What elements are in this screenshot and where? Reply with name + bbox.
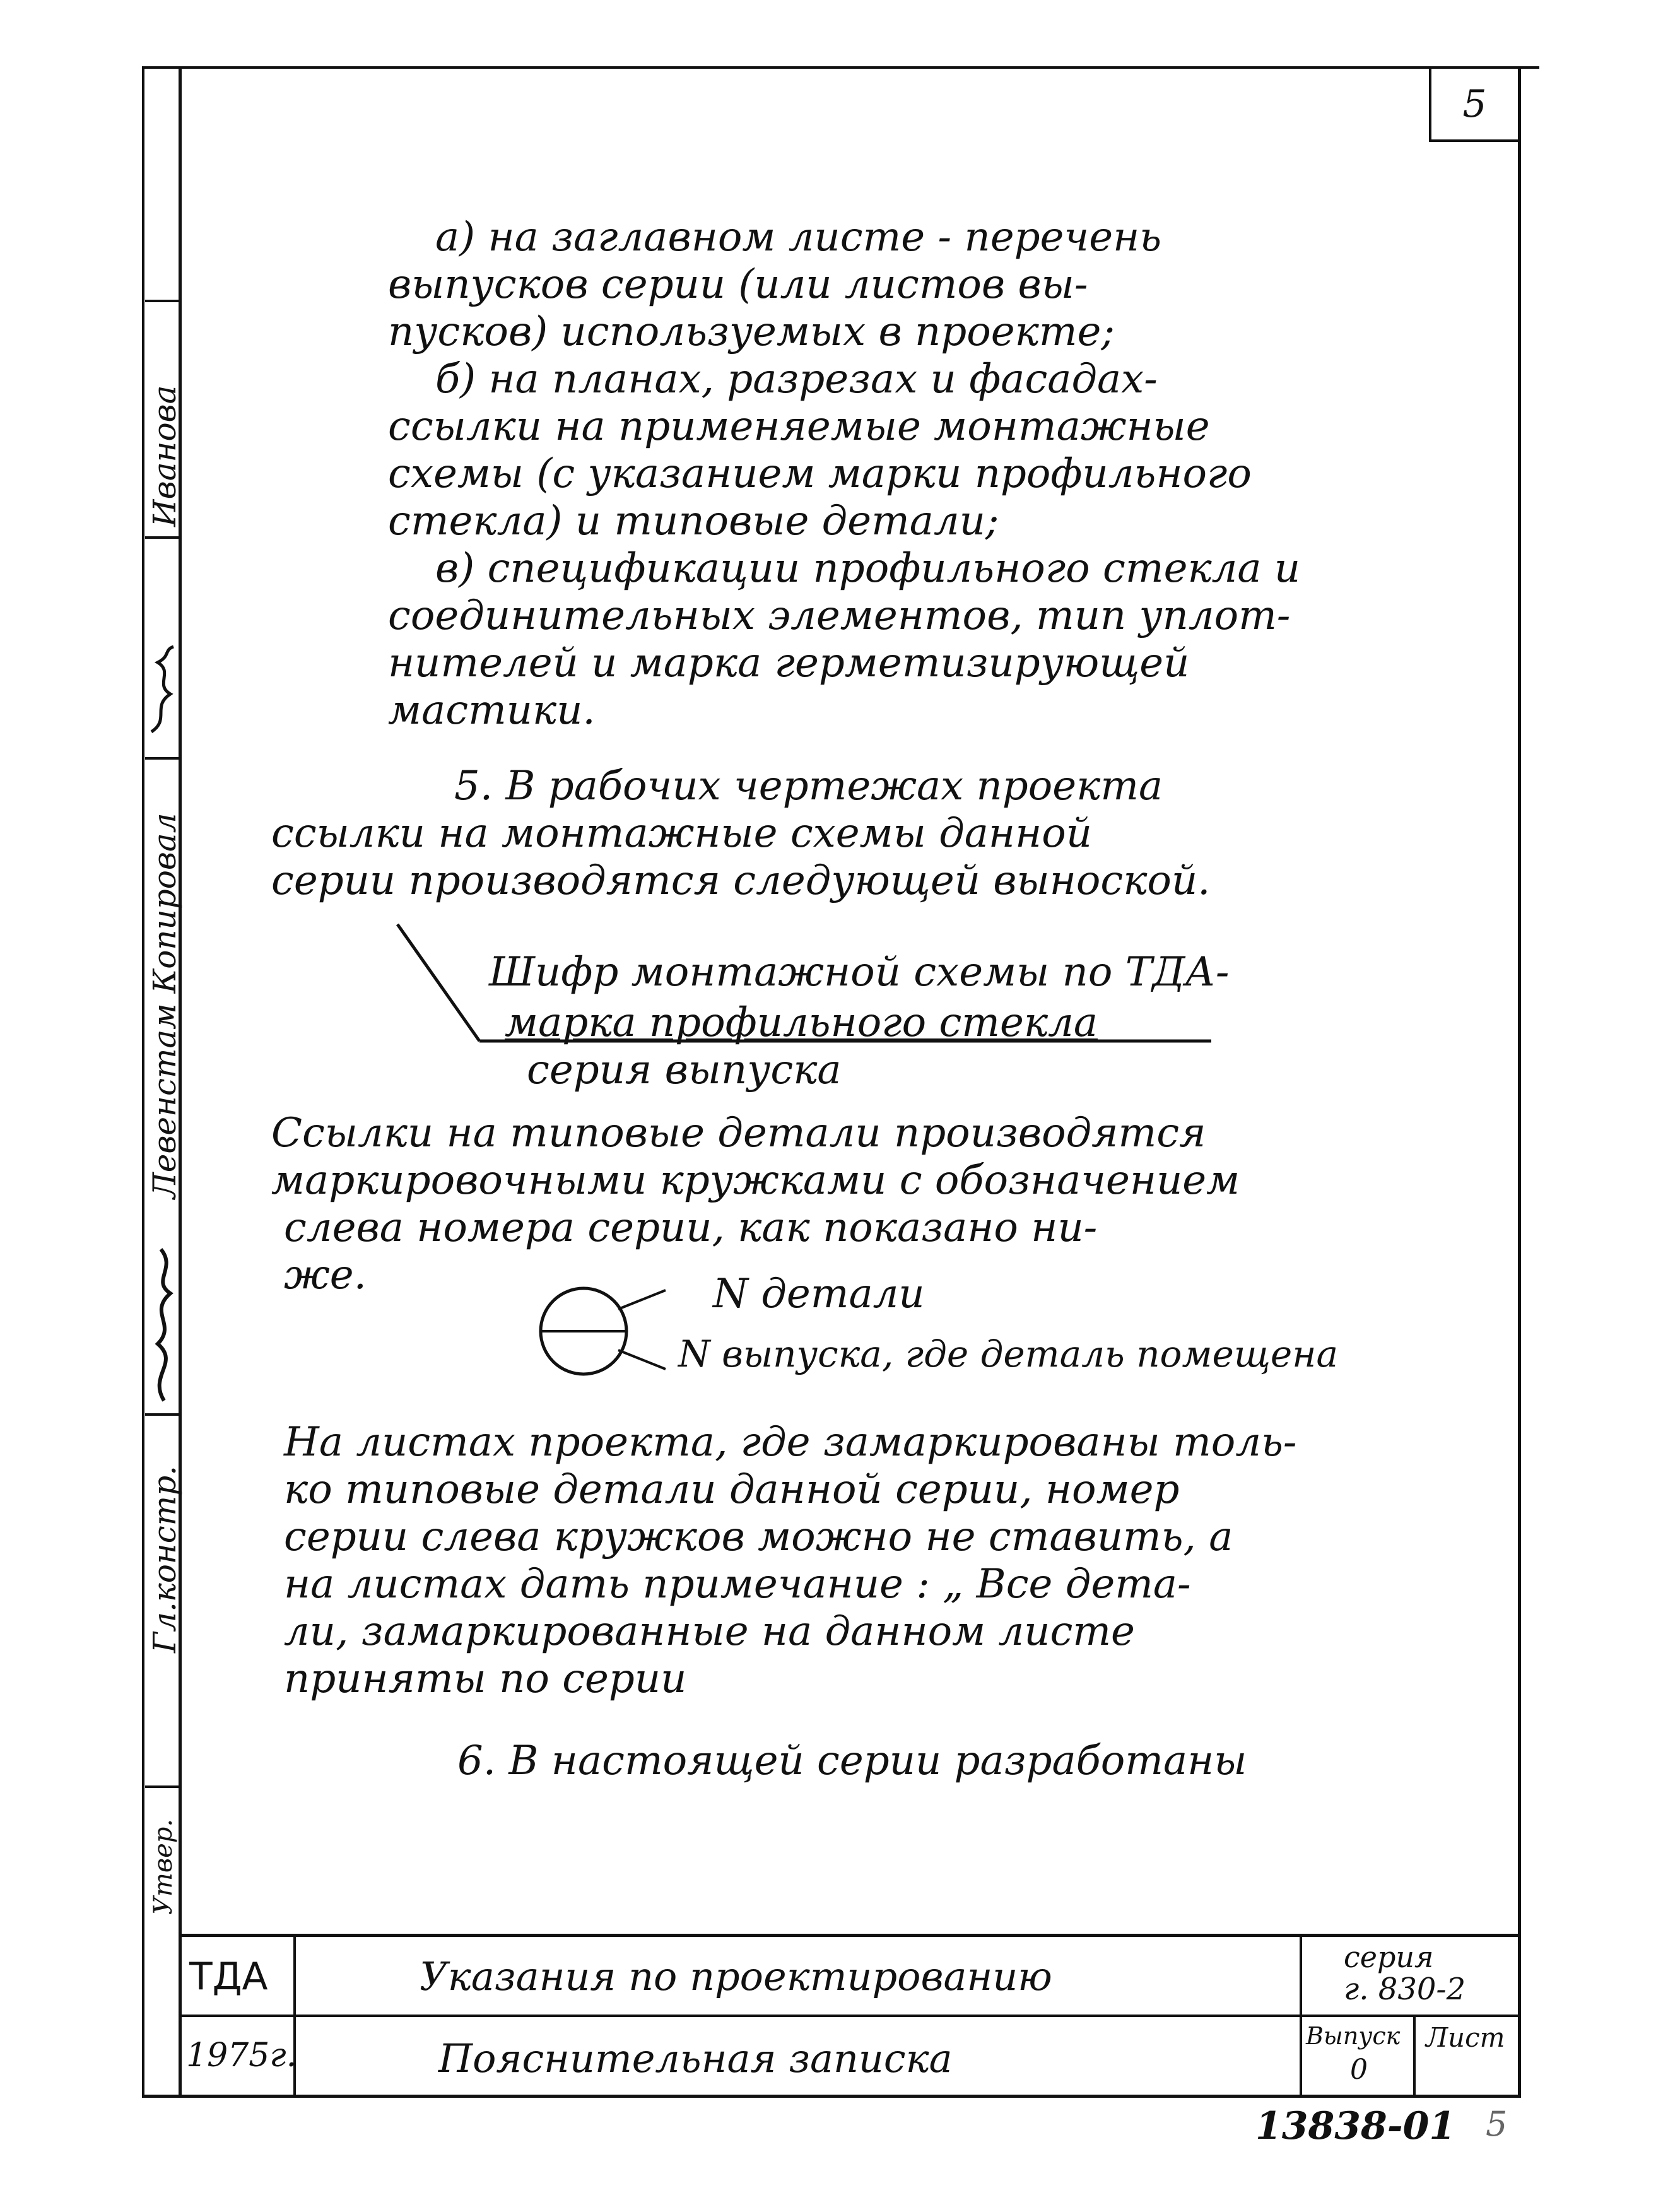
marking-circle-icon <box>530 1274 675 1388</box>
side-label-glkonstr: Гл.констр. <box>146 1465 183 1653</box>
item-v-line-3: нителей и марка герметизирующей <box>388 640 1190 686</box>
side-tick <box>145 1785 180 1788</box>
titleblock-series-value: г. 830-2 <box>1344 1972 1466 2007</box>
para6: 6. В настоящей серии разработаны <box>457 1738 1247 1784</box>
sheets-line-5: ли, замаркированные на данном листе <box>284 1608 1135 1655</box>
titleblock-year: 1975г. <box>186 2036 297 2074</box>
item-v-line-2: соединительных элементов, тип уплот- <box>388 592 1291 639</box>
doc-number-suffix: 5 <box>1486 2104 1508 2144</box>
circle-label-top: N детали <box>713 1271 925 1317</box>
para5-line-2: ссылки на монтажные схемы данной <box>271 810 1092 857</box>
para5-line-1: 5. В рабочих чертежах проекта <box>454 763 1163 809</box>
frame-top-border <box>142 66 1539 69</box>
item-b-line-4: стекла) и типовые детали; <box>388 498 999 544</box>
callout-line-1: Шифр монтажной схемы по ТДА- <box>489 949 1230 996</box>
titleblock-sheet-label: Лист <box>1426 2022 1505 2053</box>
callout-line-2: марка профильного стекла <box>505 999 1098 1046</box>
side-label-utver: Утвер. <box>149 1818 178 1915</box>
titleblock-issue-value: 0 <box>1350 2054 1368 2086</box>
sheets-line-4: на листах дать примечание : „ Все дета- <box>284 1561 1191 1608</box>
titleblock-bottom-line <box>142 2095 1521 2098</box>
item-a-line-2: выпусков серии (или листов вы- <box>388 261 1088 308</box>
sheet-number-box <box>1429 69 1518 142</box>
side-tick <box>145 536 180 539</box>
doc-number: 13838-01 <box>1255 2104 1456 2148</box>
sheet-number: 5 <box>1462 82 1487 126</box>
side-label-ivanova: Иванова <box>146 385 183 527</box>
titleblock-top-line <box>179 1934 1521 1937</box>
signature-scribble <box>145 1237 183 1407</box>
titleblock-series-label: серия <box>1344 1940 1434 1974</box>
side-label-kopiroval: Левенстам Копировал <box>146 813 183 1199</box>
side-tick <box>145 1413 180 1416</box>
callout-line-3: серия выпуска <box>527 1047 842 1093</box>
side-tick <box>145 300 180 302</box>
item-a-line-3: пусков) используемых в проекте; <box>388 309 1115 355</box>
item-b-line-2: ссылки на применяемые монтажные <box>388 403 1210 450</box>
item-b-line-3: схемы (с указанием марки профильного <box>388 450 1252 497</box>
links-line-2: маркировочными кружками с обозначением <box>271 1157 1240 1204</box>
sheets-line-2: ко типовые детали данной серии, номер <box>284 1466 1180 1513</box>
links-line-3: слева номера серии, как показано ни- <box>284 1204 1098 1251</box>
titleblock-vline-3 <box>1413 2015 1416 2097</box>
frame-right-border <box>1518 66 1521 2098</box>
links-line-1: Ссылки на типовые детали производятся <box>271 1110 1206 1156</box>
side-tick <box>145 757 180 760</box>
para5-line-3: серии производятся следующей выноской. <box>271 857 1211 904</box>
signature-scribble <box>145 644 180 738</box>
links-line-4: же. <box>284 1252 367 1298</box>
sheets-line-3: серии слева кружков можно не ставить, а <box>284 1514 1233 1560</box>
frame-binding-strip <box>142 66 144 2098</box>
titleblock-issue-label: Выпуск <box>1306 2022 1401 2050</box>
circle-label-bottom: N выпуска, где деталь помещена <box>678 1332 1339 1375</box>
titleblock-title-1: Указания по проектированию <box>420 1953 1052 1999</box>
titleblock-title-2: Пояснительная записка <box>438 2035 953 2081</box>
titleblock-org: ТДА <box>189 1954 268 1999</box>
item-v-line-4: мастики. <box>388 687 596 734</box>
titleblock-mid-line <box>179 2015 1521 2017</box>
sheets-line-6: приняты по серии <box>284 1656 687 1702</box>
item-a-line-1: а) на заглавном листе - перечень <box>435 214 1162 261</box>
titleblock-vline-2 <box>1300 1934 1302 2098</box>
sheets-line-1: На листах проекта, где замаркированы толь- <box>284 1419 1297 1466</box>
item-v-line-1: в) спецификации профильного стекла и <box>435 545 1301 592</box>
item-b-line-1: б) на планах, разрезах и фасадах- <box>435 356 1158 403</box>
